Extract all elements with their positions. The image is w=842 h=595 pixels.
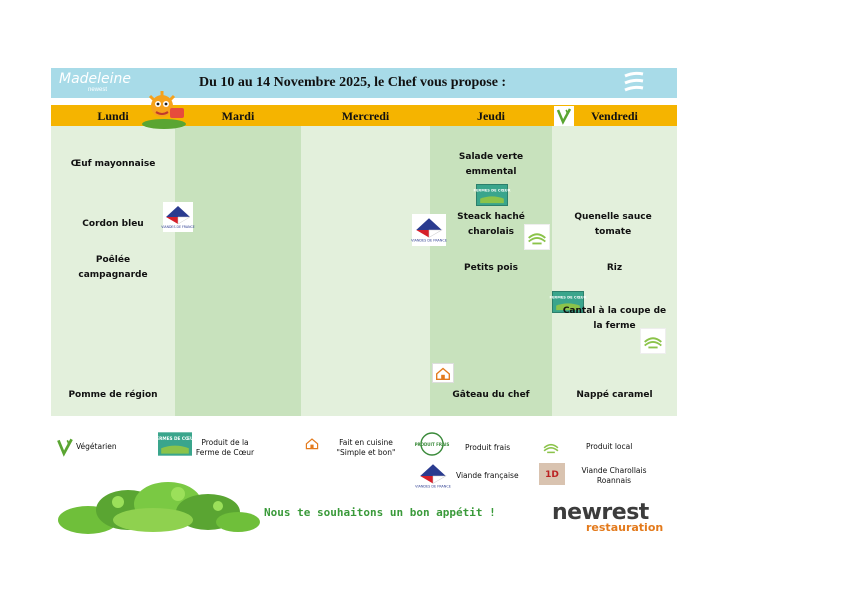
column-mercredi <box>301 126 430 416</box>
fermes-de-coeur-icon <box>473 184 511 206</box>
dish-jeudi-legume: Petits pois <box>464 263 518 273</box>
mascot-icon <box>136 88 192 130</box>
logo-part-a: ne <box>552 500 582 525</box>
legend-produit-frais: Produit frais <box>465 443 511 452</box>
fait-maison-icon <box>303 435 321 451</box>
legend-produit-local: Produit local <box>586 442 633 451</box>
dish-vendredi-fromage: Cantal à la coupe de la ferme <box>562 306 667 331</box>
vegetarian-icon <box>554 106 574 126</box>
dish-lundi-accompagnement: Poêlée campagnarde <box>78 255 148 280</box>
foliage-illustration <box>58 480 256 530</box>
legend-vegetarien: Végétarien <box>76 442 117 451</box>
vegetarian-icon <box>54 436 76 458</box>
brand-subtitle: newest <box>88 87 108 93</box>
day-mardi: Mardi <box>221 109 255 123</box>
charollais-icon <box>539 463 565 485</box>
day-lundi: Lundi <box>97 109 129 123</box>
day-jeudi: Jeudi <box>476 109 505 123</box>
logo-part-b: wrest <box>581 500 649 525</box>
dish-vendredi-accompagnement: Riz <box>606 263 623 273</box>
dish-vendredi-plat: Quenelle sauce tomate <box>574 212 652 237</box>
column-mardi <box>175 126 301 416</box>
produit-frais-icon <box>414 431 450 457</box>
pf-badge-label: PRODUIT FRAIS <box>414 442 450 447</box>
day-mercredi: Mercredi <box>341 109 390 123</box>
legend-viande-charollais: Viande Charollais Roannais <box>581 466 647 485</box>
produit-local-icon <box>540 437 562 457</box>
newrest-logo-sub: restauration <box>586 521 664 534</box>
footer-message: Nous te souhaitons un bon appétit ! <box>264 506 496 519</box>
dish-jeudi-plat: Steack haché charolais <box>457 212 525 237</box>
brand-name: Madeleine <box>59 71 132 87</box>
newrest-stripes-icon <box>623 70 645 96</box>
day-vendredi: Vendredi <box>591 109 638 123</box>
fc-badge-label: FERMES DE CŒUR <box>473 188 511 193</box>
dish-vendredi-dessert: Nappé caramel <box>576 390 653 400</box>
fc-badge-label: FERMES DE CŒUR <box>549 295 587 300</box>
produit-local-icon <box>640 328 666 354</box>
fc-badge-label: FERMES DE CŒUR <box>153 436 197 442</box>
viandes-de-france-icon <box>415 460 451 492</box>
vf-badge-label: VIANDES DE FRANCE <box>415 484 451 489</box>
legend-fait-maison: Fait en cuisine "Simple et bon" <box>336 438 396 457</box>
fermes-de-coeur-icon <box>153 432 197 456</box>
dish-lundi-plat: Cordon bleu <box>82 219 144 229</box>
produit-local-icon <box>524 224 550 250</box>
fait-maison-icon <box>432 363 454 383</box>
dish-jeudi-entree: Salade verte emmental <box>458 152 524 177</box>
vf-badge-label: VIANDES DE FRANCE <box>411 238 447 243</box>
dish-lundi-entree: Œuf mayonnaise <box>70 159 156 169</box>
page-title: Du 10 au 14 Novembre 2025, le Chef vous propose : <box>199 75 507 90</box>
viandes-de-france-icon <box>412 214 446 246</box>
vf-badge-label: VIANDES DE FRANCE <box>161 225 195 229</box>
dish-lundi-dessert: Pomme de région <box>68 390 158 400</box>
dish-jeudi-dessert: Gâteau du chef <box>452 390 530 400</box>
legend-viande-francaise: Viande française <box>456 471 519 480</box>
legend-ferme-coeur: Produit de la Ferme de Cœur <box>195 438 255 457</box>
charollais-badge-label: 1D <box>545 470 559 480</box>
viandes-de-france-icon <box>163 202 193 232</box>
